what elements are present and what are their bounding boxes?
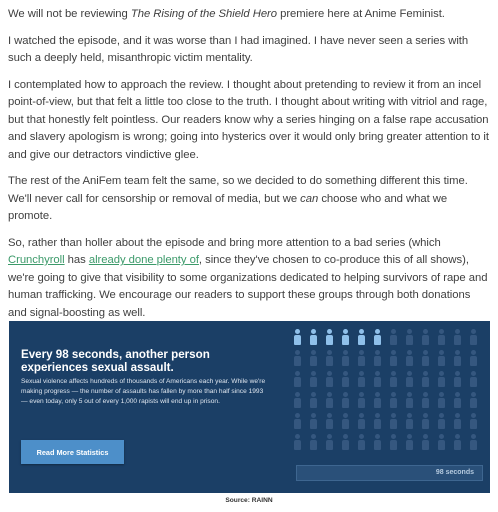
already-done-plenty-link[interactable]: already done plenty of xyxy=(88,254,199,266)
emphasis-can: can xyxy=(300,192,319,205)
person-icon xyxy=(308,413,318,429)
person-icon xyxy=(372,329,382,345)
person-icon xyxy=(340,392,350,408)
read-more-statistics-button[interactable]: Read More Statistics xyxy=(21,440,124,464)
person-icon xyxy=(372,392,382,408)
person-icon xyxy=(308,350,318,366)
person-icon xyxy=(356,392,366,408)
person-icon xyxy=(468,434,478,450)
person-icon xyxy=(308,371,318,387)
person-icon xyxy=(420,350,430,366)
infographic-body: Sexual violence affects hundreds of thousands of Americans each year. While we're making progress — the number of assaults has fallen by more than half since 1993 — even today, only 5 out of every 1,000 rapists will end up in prison. xyxy=(21,378,266,405)
paragraph-team-text: The rest of the AniFem team felt the same, so we decided to do something different this time. We'll never call for censorship or removal of media, but we xyxy=(8,175,468,205)
person-icon xyxy=(468,413,478,429)
paragraph-team-text-end: choose who and what we promote. xyxy=(8,192,448,222)
person-icon xyxy=(292,434,302,450)
person-icon xyxy=(404,392,414,408)
person-icon xyxy=(436,434,446,450)
person-icon xyxy=(468,329,478,345)
paragraph-intro xyxy=(8,6,490,24)
timer-label: 98 seconds xyxy=(435,469,474,476)
person-icon xyxy=(292,350,302,366)
crunchyroll-link[interactable]: Crunchyroll xyxy=(8,254,65,266)
person-icon xyxy=(420,371,430,387)
person-icon xyxy=(324,434,334,450)
person-icon xyxy=(356,350,366,366)
person-icon xyxy=(388,350,398,366)
paragraph-visibility-text-3: , since they've chosen to co-produce this of all shows), we're going to give that visibility to some organizations dedicated to helping survivors of rape and human trafficking. We encourage our readers to support these groups through both donations and signal-boosting as well. xyxy=(8,254,488,319)
person-icon xyxy=(324,392,334,408)
person-icon xyxy=(388,371,398,387)
person-icon xyxy=(468,392,478,408)
person-icon xyxy=(436,329,446,345)
paragraph-review-approach: I contemplated how to approach the review. I thought about pretending to review it from an incel point-of-view, but that felt a little too close to the truth. I thought about writing with vitriol and rage, but that honestly felt pointless. Our readers know why a series hinging on a false rape accusation and slavery apologism is wrong; going into hysterics over it would only bring greater attention to it and give our detractors vindictive glee. xyxy=(8,78,489,161)
person-icon xyxy=(452,329,462,345)
series-title: The Rising of the Shield Hero xyxy=(130,8,277,20)
person-icon xyxy=(324,350,334,366)
paragraph-team xyxy=(8,173,490,226)
person-icon xyxy=(292,329,302,345)
person-figures-grid xyxy=(292,329,484,455)
person-icon xyxy=(372,350,382,366)
person-icon xyxy=(388,413,398,429)
person-icon xyxy=(452,350,462,366)
infographic-title: Every 98 seconds, another person experiences sexual assault. xyxy=(21,348,210,374)
person-icon xyxy=(420,392,430,408)
person-icon xyxy=(420,329,430,345)
person-icon xyxy=(404,434,414,450)
person-icon xyxy=(324,413,334,429)
person-icon xyxy=(292,371,302,387)
person-icon xyxy=(404,413,414,429)
person-icon xyxy=(356,371,366,387)
article-body xyxy=(8,6,490,322)
person-icon xyxy=(324,371,334,387)
person-icon xyxy=(436,392,446,408)
person-icon xyxy=(340,371,350,387)
person-icon xyxy=(420,434,430,450)
person-icon xyxy=(340,350,350,366)
person-icon xyxy=(468,350,478,366)
person-icon xyxy=(356,434,366,450)
person-icon xyxy=(452,434,462,450)
paragraph-intro-text-end: premiere here at Anime Feminist. xyxy=(277,8,445,20)
person-icon xyxy=(388,392,398,408)
source-caption: Source: RAINN xyxy=(225,497,273,504)
person-icon xyxy=(324,329,334,345)
person-icon xyxy=(372,434,382,450)
person-icon xyxy=(308,434,318,450)
person-icon xyxy=(356,413,366,429)
paragraph-visibility-text: So, rather than holler about the episode and bring more attention to a bad series (which xyxy=(8,236,441,249)
rainn-infographic xyxy=(9,321,490,493)
person-icon xyxy=(292,413,302,429)
person-icon xyxy=(372,371,382,387)
paragraph-visibility-text-2: has xyxy=(64,254,89,266)
person-icon xyxy=(340,413,350,429)
person-icon xyxy=(404,350,414,366)
person-icon xyxy=(308,329,318,345)
person-icon xyxy=(340,329,350,345)
person-icon xyxy=(452,392,462,408)
person-icon xyxy=(372,413,382,429)
paragraph-visibility xyxy=(8,235,490,323)
person-icon xyxy=(340,434,350,450)
person-icon xyxy=(356,329,366,345)
timer-progress-bar xyxy=(296,465,483,481)
person-icon xyxy=(308,392,318,408)
person-icon xyxy=(404,329,414,345)
person-icon xyxy=(292,392,302,408)
person-icon xyxy=(388,434,398,450)
person-icon xyxy=(468,371,478,387)
person-icon xyxy=(452,371,462,387)
person-icon xyxy=(388,329,398,345)
paragraph-episode: I watched the episode, and it was worse than I had imagined. I have never seen a series with such a deeply held, misanthropic victim mentality. xyxy=(8,34,469,64)
person-icon xyxy=(436,350,446,366)
person-icon xyxy=(452,413,462,429)
paragraph-intro-text: We will not be reviewing xyxy=(8,8,131,20)
person-icon xyxy=(436,371,446,387)
person-icon xyxy=(420,413,430,429)
person-icon xyxy=(436,413,446,429)
person-icon xyxy=(404,371,414,387)
